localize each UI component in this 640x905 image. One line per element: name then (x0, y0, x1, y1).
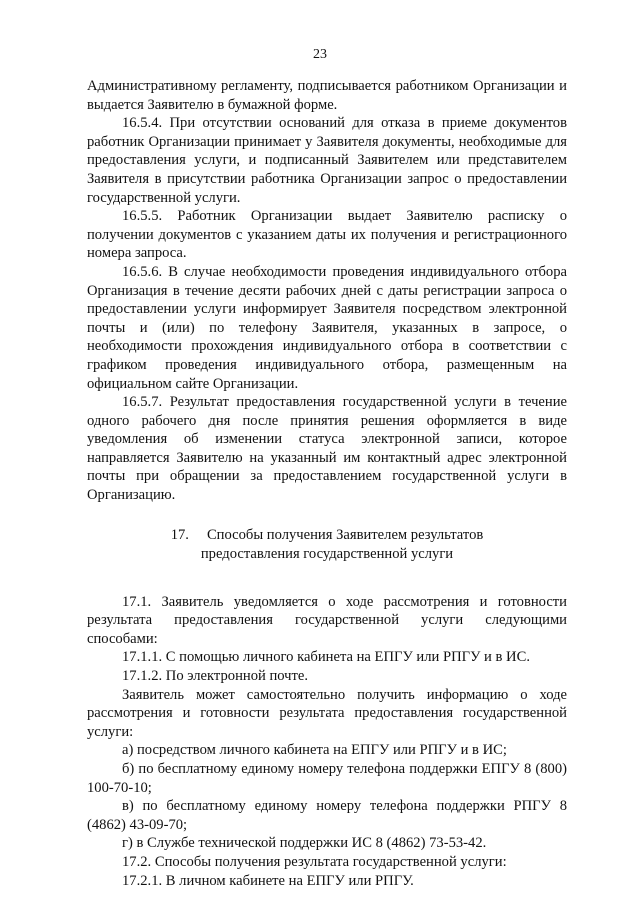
document-body (87, 77, 567, 890)
paragraph: 16.5.4. При отсутствии оснований для отказа в приеме документов работник Организации принимает у Заявителя документы, необходимые для предоставления услуги, и подписанный Заявителем или представителем Заявителя в присутствии работника Организации запрос о предоставлении государственной услуги. (87, 115, 567, 206)
paragraph: 17.1. Заявитель уведомляется о ходе рассмотрения и готовности результата предоставления государственной услуги следующими способами: (87, 593, 567, 647)
paragraph: 17.1.1. С помощью личного кабинета на ЕПГУ или РПГУ и в ИС. (122, 649, 530, 666)
section-heading (87, 526, 567, 564)
section-number: 17. (170, 526, 189, 543)
section-title-line-2: предоставления государственной услуги (200, 545, 454, 562)
paragraph: 16.5.7. Результат предоставления государственной услуги в течение одного рабочего дня после принятия решения оформляется в виде уведомления об изменении статуса электронной записи, которое направляется Заявителю на указанный им контактный адрес электронной почты при обращении за предоставлением государственной услуги в Организацию. (87, 394, 567, 504)
paragraph: а) посредством личного кабинета на ЕПГУ или РПГУ и в ИС; (122, 742, 507, 759)
section-title-line-1: Способы получения Заявителем результатов (206, 526, 484, 543)
paragraph: в) по бесплатному единому номеру телефона поддержки РПГУ 8 (4862) 43-09-70; (87, 798, 567, 833)
paragraph: 17.1.2. По электронной почте. (122, 668, 309, 685)
paragraph: Заявитель может самостоятельно получить информацию о ходе рассмотрения и готовности результата предоставления государственной услуги: (87, 686, 567, 740)
paragraph: 17.2. Способы получения результата государственной услуги: (122, 853, 507, 870)
paragraphs-before-heading (87, 77, 567, 505)
paragraph: Административному регламенту, подписывается работником Организации и выдается Заявителю в бумажной форме. (87, 78, 567, 113)
paragraphs-after-heading (87, 593, 567, 891)
section-heading-line-1 (87, 526, 567, 545)
paragraph: б) по бесплатному единому номеру телефона поддержки ЕПГУ 8 (800) 100-70-10; (87, 761, 567, 796)
paragraph: 16.5.6. В случае необходимости проведения индивидуального отбора Организация в течение десяти рабочих дней с даты регистрации запроса о предоставлении услуги информирует Заявителя посредством электронной почты и (или) по телефону Заявителя, указанных в запросе, о необходимости прохождения индивидуального отбора в соответствии с графиком проведения индивидуального отбора, размещенным на официальном сайте Организации. (87, 263, 567, 392)
paragraph: 17.2.1. В личном кабинете на ЕПГУ или РПГУ. (122, 872, 414, 889)
page-number: 23 (313, 47, 327, 62)
paragraph: 16.5.5. Работник Организации выдает Заявителю расписку о получении документов с указанием даты их получения и регистрационного номера запроса. (87, 208, 567, 262)
paragraph: г) в Службе технической поддержки ИС 8 (4862) 73-53-42. (122, 835, 487, 852)
